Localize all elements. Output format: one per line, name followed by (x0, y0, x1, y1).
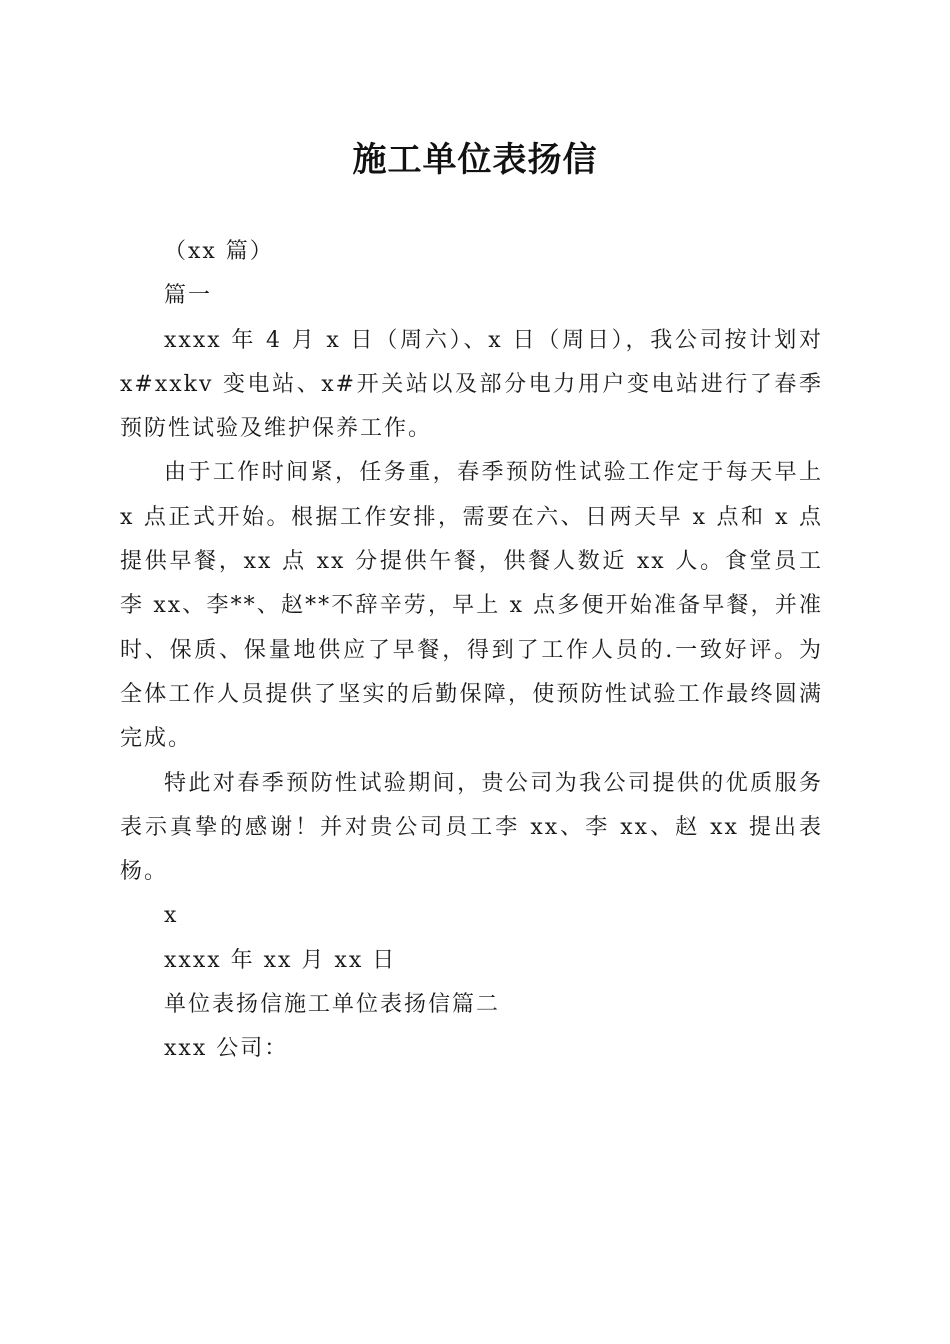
paragraph-salutation: xxx 公司： (164, 1036, 289, 1062)
paragraph-date: xxxx 年 xx 月 xx 日 (164, 947, 397, 973)
document-body (120, 230, 823, 1072)
document-title: 施工单位表扬信 (352, 140, 598, 180)
paragraph-signature: x (164, 903, 179, 929)
paragraph-details: 由于工作时间紧，任务重，春季预防性试验工作定于每天早上 x 点正式开始。根据工作安排，需要在六、日两天早 x 点和 x 点提供早餐，xx 点 xx 分提供午餐，供餐人数近 xx 人。食堂员工李 xx、李**、赵**不辞辛劳，早上 x 点多便开始准备早餐，并准时、保质、保量地供应了早餐，得到了工作人员的.一致好评。为全体工作人员提供了坚实的后勤保障，使预防性试验工作最终圆满完成。 (120, 460, 823, 752)
paragraph-intro: xxxx 年 4 月 x 日（周六）、x 日（周日），我公司按计划对 x#xxkv 变电站、x#开关站以及部分电力用户变电站进行了春季预防性试验及维护保养工作。 (120, 327, 823, 442)
paragraph-subtitle: （xx 篇） (164, 239, 274, 264)
paragraph-section-heading: 篇一 (164, 283, 213, 309)
paragraph-thanks: 特此对春季预防性试验期间，贵公司为我公司提供的优质服务表示真挚的感谢！并对贵公司员工李 xx、李 xx、赵 xx 提出表杨。 (120, 770, 823, 885)
paragraph-next-heading: 单位表扬信施工单位表扬信篇二 (164, 992, 501, 1018)
